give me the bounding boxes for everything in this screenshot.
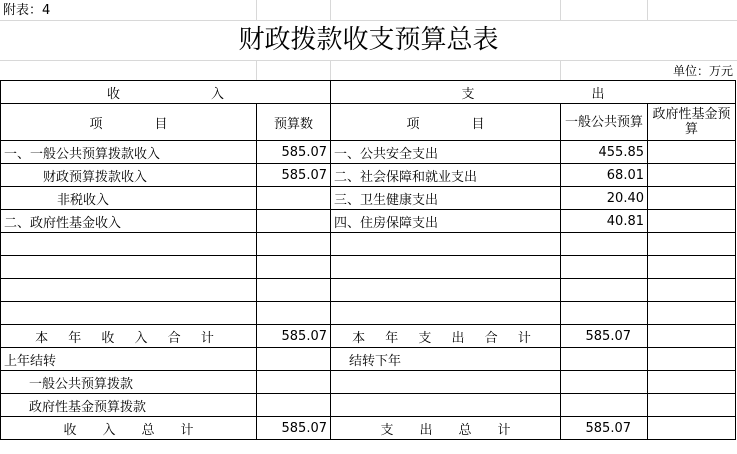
table-subheader-row bbox=[1, 104, 736, 141]
expense-general-amount: 20.40 bbox=[561, 187, 648, 210]
carry-row bbox=[1, 371, 736, 394]
grand-total-row bbox=[1, 417, 736, 440]
expense-fund-amount bbox=[648, 164, 736, 187]
empty-row bbox=[1, 302, 736, 325]
budget-table bbox=[0, 80, 736, 440]
expense-general-amount: 68.01 bbox=[561, 164, 648, 187]
table-row bbox=[1, 141, 736, 164]
income-item: 非税收入 bbox=[1, 187, 257, 210]
carry-row bbox=[1, 348, 736, 371]
expense-item: 一、公共安全支出 bbox=[331, 141, 561, 164]
expense-fund-amount bbox=[648, 187, 736, 210]
income-header: 收 入 bbox=[1, 81, 331, 104]
empty-row bbox=[1, 256, 736, 279]
income-item: 二、政府性基金收入 bbox=[1, 210, 257, 233]
grid-line bbox=[0, 60, 737, 61]
general-allocation-label: 一般公共预算拨款 bbox=[1, 371, 257, 394]
budget-amount-header: 预算数 bbox=[257, 104, 331, 141]
gov-fund-budget-header: 政府性基金预算 bbox=[648, 104, 736, 141]
grid-line bbox=[647, 0, 648, 20]
table-row bbox=[1, 210, 736, 233]
year-expense-total-label: 本 年 支 出 合 计 bbox=[331, 325, 561, 348]
expense-fund-amount bbox=[648, 210, 736, 233]
income-grand-total-label: 收 入 总 计 bbox=[1, 417, 257, 440]
attachment-label: 附表：4 bbox=[3, 3, 51, 18]
empty-row bbox=[1, 279, 736, 302]
expense-item: 三、卫生健康支出 bbox=[331, 187, 561, 210]
table-header-row bbox=[1, 81, 736, 104]
income-item: 一、一般公共预算拨款收入 bbox=[1, 141, 257, 164]
income-item-header: 项 目 bbox=[1, 104, 257, 141]
expense-header: 支 出 bbox=[331, 81, 736, 104]
income-grand-total-value: 585.07 bbox=[257, 417, 331, 440]
expense-fund-amount bbox=[648, 141, 736, 164]
general-public-budget-header: 一般公共预算 bbox=[561, 104, 648, 141]
income-amount bbox=[257, 210, 331, 233]
table-row bbox=[1, 164, 736, 187]
grid-line bbox=[330, 0, 331, 20]
income-amount bbox=[257, 187, 331, 210]
page-title: 财政拨款收支预算总表 bbox=[238, 25, 499, 55]
carry-row bbox=[1, 394, 736, 417]
year-expense-total-value: 585.07 bbox=[561, 325, 648, 348]
expense-grand-total-label: 支 出 总 计 bbox=[331, 417, 561, 440]
year-income-total-value: 585.07 bbox=[257, 325, 331, 348]
income-amount: 585.07 bbox=[257, 164, 331, 187]
grid-line bbox=[330, 60, 331, 80]
grid-line bbox=[256, 60, 257, 80]
income-amount: 585.07 bbox=[257, 141, 331, 164]
next-year-carry-label: 结转下年 bbox=[331, 348, 561, 371]
expense-item: 二、社会保障和就业支出 bbox=[331, 164, 561, 187]
unit-label: 单位：万元 bbox=[672, 64, 733, 78]
income-item: 财政预算拨款收入 bbox=[1, 164, 257, 187]
grid-line bbox=[560, 0, 561, 20]
grid-line bbox=[0, 20, 737, 21]
empty-row bbox=[1, 233, 736, 256]
expense-general-amount: 40.81 bbox=[561, 210, 648, 233]
fund-allocation-label: 政府性基金预算拨款 bbox=[1, 394, 257, 417]
expense-grand-total-value: 585.07 bbox=[561, 417, 648, 440]
year-total-row bbox=[1, 325, 736, 348]
expense-item-header: 项 目 bbox=[331, 104, 561, 141]
table-row bbox=[1, 187, 736, 210]
grid-line bbox=[256, 0, 257, 20]
expense-general-amount: 455.85 bbox=[561, 141, 648, 164]
expense-item: 四、住房保障支出 bbox=[331, 210, 561, 233]
prev-year-carry-label: 上年结转 bbox=[1, 348, 257, 371]
year-income-total-label: 本 年 收 入 合 计 bbox=[1, 325, 257, 348]
grid-line bbox=[560, 60, 561, 80]
